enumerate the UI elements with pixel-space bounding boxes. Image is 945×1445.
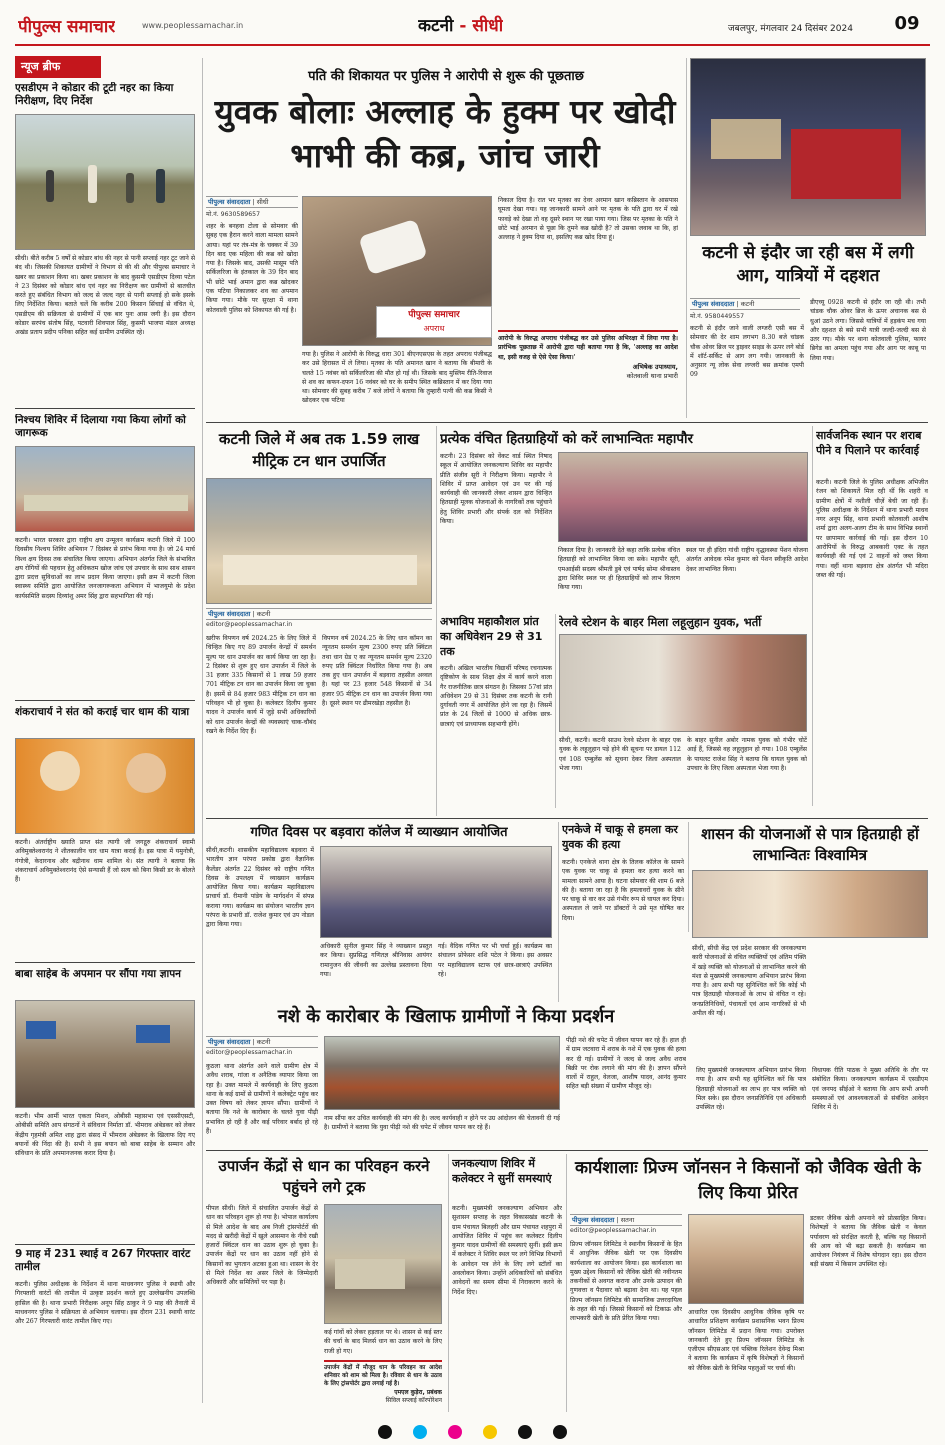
watermark-logo: पीपुल्स समाचार [408, 310, 460, 320]
knife-headline: एनकेजे में चाकू से हमला कर युवक की हत्या [562, 823, 678, 851]
railway-headline: रेलवे स्टेशन के बाहर मिला लहूलुहान युवक, भर्ती [559, 615, 762, 629]
lead-col-3: निकाल दिया है। रात भर मृतका का देवर अरमान खान कब्रिस्तान के आसपास घूमता देखा गया। यह जानकारी सामने आने पर मृतक के पति द्वारा घर में रखे फावड़े को देखा तो वह दूसरे स्थान पर रखा पाया गया। जिस पर मृतका के पति ने छोटे भाई अरमान से पूछा कि तुमने कब्र खोदी है? तो उसका जवाब था कि, हां अल्लाह ने हुक्म दिया था, इसलिए कब्र खोद दिया हूं। [498, 197, 678, 242]
brief-title: 9 माह में 231 स्थाई व 267 गिरफ्तार वारंट तामील [15, 1248, 191, 1273]
vishwamitra-headline: शासन की योजनाओं से पात्र हितग्राही हों लाभान्वितः विश्वामित्र [701, 825, 919, 864]
brief-body: कटनी। भीम आर्मी भारत एकता मिशन, ओबीसी महासभा एवं एससीएसटी, ओबीसी समिति आप संगठनों ने संविधान निर्माता डॉ. भीमराव अंबेडकर को लेकर केंद्रीय गृहमंत्री अमित शाह द्वारा संसद में भीमराव अंबेडकर के खिलाफ दिए गए बयानों की निंदा की है। सभी ने इस बयान को बाबा साहेब के सम्मान और संविधान के प्रति अपमानजनक करार दिया है। [15, 1113, 195, 1158]
abvp-body: कटनी। अखिल भारतीय विद्यार्थी परिषद रचनात्मक दृष्टिकोण के साथ शिक्षा क्षेत्र में कार्य करने वाला गैर राजनीतिक छात्र संगठन है। जिसका 57वां प्रांत अधिवेशन 29 से 31 दिसंबर तक कटनी के रानी दुर्गावती नगर में आयोजित होने जा रहा है। जिसमें प्रांत के 24 जिलों से 1000 से अधिक छात्र-छात्राएं एवं प्राध्यापक सहभागी होंगे। [440, 665, 552, 728]
bus-fire-phone: मो.नं. 9580449557 [690, 313, 745, 320]
mahapaur-story [440, 426, 810, 612]
workshop-headline: कार्यशालाः प्रिज्म जॉनसन ने किसानों को जैविक खेती के लिए किया प्रेरित [574, 1158, 921, 1203]
math-day-col-2: अधिकारी सुनील कुमार सिंह ने व्याख्यान प्रस्तुत कर किया। सुप्रसिद्ध गणितज्ञ श्रीनिवास आयंगर रामानुजन की जीवनी का उल्लेख प्रस्तावना दिया गया। [320, 943, 432, 978]
mahapaur-col-1: कटनी। 23 दिसंबर को वेंकट वार्ड स्थित निषाद स्कूल में आयोजित जनकल्याण शिविर का महापौर प्रीति संजीव सूरी ने निरीक्षण किया। महापौर ने शिविर में प्राप्त आवेदन एवं उन पर की गई कार्यवाही की जानकारी लेकर शासन द्वारा चिन्हित हितग्राही मूलक योजनाओं के नागरिकों तक पहुंचाने हेतु शिविर प्रभारी और संपर्क दल को निर्देशित किया। [440, 453, 552, 526]
brief-title: एसडीएम ने कोडार की टूटी नहर का किया निरीक्षण, दिए निर्देश [15, 82, 174, 107]
liquor-story [816, 426, 928, 806]
dateline: जबलपुर, मंगलवार 24 दिसंबर 2024 [728, 24, 853, 34]
abvp-headline: अभाविप महाकौशल प्रांत का अधिवेशन 29 से 31 तक [440, 615, 543, 658]
protest-memo-photo [15, 1000, 195, 1108]
lead-story [206, 52, 684, 420]
paddy-headline: कटनी जिले में अब तक 1.59 लाख मीट्रिक टन धान उपार्जित [218, 430, 420, 470]
sidebar [15, 52, 198, 1415]
callout-role: कोतवाली थाना प्रभारी [626, 371, 678, 380]
byline-place: कटनी [256, 610, 271, 618]
protest-col-3: पीढ़ी नशे की चपेट में जीवन यापन कर रहे हैं। हाल ही में ग्राम जटवारा में शराब के नशे में एक युवक की हत्या कर दी गई। ग्रामीणों ने जल्द से जल्द अवैध शराब बिक्री पर रोक लगाने की मांग की है। ज्ञापन सौंपने वालों में राहुल, वेलजा, आशीष यादव, आनंद कुमार सहित बड़ी संख्या में ग्रामीण मौजूद रहे। [566, 1037, 686, 1091]
yellow-swatch [483, 1425, 497, 1439]
brief-title: बाबा साहेब के अपमान पर सौंपा गया ज्ञापन [15, 968, 182, 980]
mahapaur-col-3: स्थल पर ही इंदिरा गांधी राष्ट्रीय वृद्धावस्था पेंशन योजना अंतर्गत आवेदक रमेश कुमार को पेंशन स्वीकृति आदेश देकर लाभान्वित किया। [686, 547, 808, 573]
lead-col-1: शहर के बनहवा टोला से सोमवार की सुबह एक हैरान करने वाला मामला सामने आया। यहां पर तंत्र-मंत्र के चक्कर में 39 दिन बाद एक महिला की कब्र को खोदा गया है। जिसके बाद, उसकी मासूम पति सर्किलरिजा के इंतकाल के 39 दिन बाद भी छोटे भाई अमान द्वारा कब्र खोदकर एक पटिया निकालकर शव का अपमान किया गया। मौके पर सुरक्षा में थाना कोतवाली पुलिस को शिकायत की गई है। [206, 223, 298, 314]
masthead [0, 0, 945, 52]
byline-place: सीधी [256, 198, 269, 206]
page-number: 09 [894, 13, 920, 34]
black-swatch [518, 1425, 532, 1439]
workshop-byline: पीपुल्स संवाददाता | सतना [570, 1214, 682, 1226]
workshop-col-1: प्रिज्म जॉनसन लिमिटेड ने स्थानीय किसानों के हित में आधुनिक जैविक खेती पर एक दिवसीय कार्यशाला का आयोजन किया। इस कार्यशाला का मुख्य उद्देश्य किसानों को जैविक खेती की नवीनतम तकनीकों से अवगत कराना और उनके उत्पादन की गुणवत्ता व पैदावार को बढ़ावा देना था। यह पहल प्रिज्म जॉनसन लिमिटेड की सामाजिक उत्तरदायित्व के तहत की गई। जिससे किसानों को टिकाऊ और लाभकारी खेती के प्रति प्रेरित किया गया। [570, 1241, 682, 1323]
awareness-photo [15, 446, 195, 532]
masthead-url[interactable]: www.peoplessamachar.in [142, 21, 244, 30]
bus-fire-col-1: कटनी से इंदौर जाने वाली लग्जरी एसी बस में सोमवार की देर शाम लगभग 8.30 बजे चांडक चौक ओवर ब्रिज पर ड्राइवर साइड के ऊपर लगे बोर्ड में शॉर्ट-सर्किट से आग लग गयी। जानकारी के अनुसार न्यू लोक सेवा लग्जरी बस क्रमांक एमपी 09 [690, 325, 804, 379]
vishwamitra-body: सीधी, सीधी केंद्र एवं प्रदेश सरकार की जनकल्याण कारी योजनाओं से वंचित व्यक्तियों एवं अंतिम पंक्ति में खड़े व्यक्ति को योजनाओं से लाभान्वित करने की मंशा से मुख्यमंत्री जनकल्याण अभियान प्रारंभ किया गया है। आप सभी यह सुनिश्चित करें कि कोई भी पात्र हितग्राही योजनाओं के लाभ से वंचित न रहे। जनप्रतिनिधियों, पंचायतों एवं आम नागरिकों से भी अपील की गई। [692, 945, 806, 1018]
callout-text: आरोपी के विरुद्ध अपराध पंजीबद्ध कर उसे पुलिस अभिरक्षा में लिया गया है। प्रारंभिक पूछताछ में आरोपी द्वारा यही बताया गया है कि, 'अल्लाह का आदेश था, इसी वजह से ऐसे ऐसा किया।' [498, 335, 678, 361]
masthead-logo: पीपुल्स समाचार [18, 17, 116, 37]
brief-body: सीधी। बीते करीब 5 वर्षों से कोडार बांध की नहर से पानी सप्लाई नहर टूट जाने से बंद थी। जिसकी शिकायत ग्रामीणों ने विभाग से की थी और पीपुल्स समाचार ने खबर का प्रकाशन किया था। खबर प्रकाशन के बाद कुसमी एसडीएम दिव्या पटेल ने 23 दिसंबर को कोडार बांध एवं नहर का निरीक्षण कर ग्रामीणों से बातचीत करते हुए संबंधित विभाग को जल्द से जल्द नहर से पानी सप्लाई हो सके इसके लिए निर्देशित किया। बताते चलें कि करीब 200 किसान सिंचाई से वंचित थे, एसडीएम की सक्रियता से ग्रामीणों में एक बार पुनः आस जगी है। इस दौरान कोडार सरपंच संतोष सिंह, पटवारी शिवपाल सिंह, कुसमी भाजपा मंडल अध्यक्ष अखंड प्रताप प्रदीप पनिका सहित कई ग्रामीण उपस्थित रहे। [15, 255, 195, 337]
transport-col-1: पीपल सीधी। जिले में संचालित उपार्जन केंद्रों से धान का परिवहन शुरू हो गया है। भोपाल कार्यालय से मिले आदेश के बाद अब निजी ट्रांसपोर्टरों की मदद से खरीदी केंद्रों में खुले आसमान के नीचे रखी हजारों क्विंटल धान का उठाव शुरू हो चुका है। उपार्जन केंद्रों पर धान का उठाव नहीं होने से किसानों का भुगतान अटका हुआ था। शासन के देर से मिले निर्देश का असर जिले के जिम्मेदारी अधिकारी और समितियों पर पड़ा है। [206, 1205, 318, 1287]
protest-byline: पीपुल्स संवाददाता | कटनी [206, 1036, 318, 1048]
byline-org: पीपुल्स संवाददाता [692, 300, 735, 308]
camp-headline: जनकल्याण शिविर में कलेक्टर ने सुनीं समस्याएं [452, 1157, 552, 1185]
watermark [376, 306, 492, 338]
byline-place: सतना [620, 1216, 635, 1224]
lead-callout [498, 330, 678, 420]
lead-phone: मो.नं. 9630589657 [206, 211, 261, 218]
workshop-col-2: आधारित एक दिवसीय आधुनिक जैविक कृषि पर आधारित प्रशिक्षण कार्यक्रम प्रशासनिक भवन प्रिज्म जॉनसन लिमिटेड में प्रदान किया गया। उपरोक्त जानकारी देते हुए प्रिज्म जॉनसन लिमिटेड के एजीएम सीएसआर एवं पब्लिक रिलेशन देवेन्द्र मिश्रा ने बताया कि कार्यक्रम में कृषि विशेषज्ञों ने किसानों को जैविक खेती के विभिन्न पहलुओं पर चर्चा की। [688, 1309, 804, 1372]
mahapaur-col-2: निकाल दिया है। जानकारी देते कहा ताकि प्रत्येक वंचित हितग्राही को लाभान्वित किया जा सके। महापौर सूरी, एमआईसी सदस्य श्रीमती डुबे एवं पार्षद सोमा श्रीवास्तव द्वारा शिविर स्थल पर ही हितग्राहियों को लाभ वितरण किया गया। [558, 547, 680, 592]
math-day-col-3: गई। वैदिक गणित पर भी चर्चा हुई। कार्यक्रम का संचालन प्रोफेसर शशि पटेल ने किया। इस अवसर पर महाविद्यालय स्टाफ एवं छात्र-छात्राएं उपस्थित रहे। [438, 943, 552, 978]
paddy-byline: पीपुल्स संवाददाता | कटनी [206, 608, 432, 620]
news-brief-label: न्यूज ब्रीफ [15, 56, 101, 78]
knife-body: कटनी। एनकेजे थाना क्षेत्र के तिलक कॉलेज के सामने एक युवक पर चाकू से हमला कर हत्या करने का मामला सामने आया है। घटना सोमवार की शाम 6 बजे की है। बताया जा रहा है कि हमलावरों युवक के सीने पर चाकू से वार कर उसे गंभीर रूप से घायल कर दिया। अस्पताल ले जाने पर डॉक्टरों ने उसे मृत घोषित कर दिया। [562, 859, 684, 922]
byline-place: कटनी [740, 300, 755, 308]
magenta-swatch [448, 1425, 462, 1439]
paddy-col-2: विपणन वर्ष 2024.25 के लिए धान कॉमन का न्यूनतम समर्थन मूल्य 2300 रुपए प्रति क्विंटल तथा धान ग्रेड ए का न्यूनतम समर्थन मूल्य 2320 रुपए प्रति क्विंटल निर्धारित किया गया है। अब तक हुए धान उपार्जन में बड़वारा तहसील अव्वल है। यहां पर 23 हजार 548 किसानों से 34 हजार 95 मीट्रिक टन धान का उपार्जन किया गया है। दूसरे स्थान पर ढीमरखेड़ा तहसील है। [322, 635, 432, 708]
subsection-name: सीधी [472, 16, 504, 36]
math-day-story [206, 822, 554, 1002]
math-day-col-1: सीधी,कटनी। शासकीय महाविद्यालय बड़वारा में भारतीय ज्ञान परंपरा प्रकोष्ठ द्वारा वैज्ञानिक कैलेंडर अंतर्गत 22 दिसंबर को राष्ट्रीय गणित दिवस के उपलक्ष्य में व्याख्यान कार्यक्रम आयोजित किया गया। कार्यक्रम महाविद्यालय प्राचार्य डॉ. रीमानी पांडेय के मार्गदर्शन में संपन्न कराया गया। कार्यक्रम का संयोजन भारतीय ज्ञान परंपरा के प्रभारी डॉ. राजेश कुमार एवं उप नोडल द्वारा किया गया। [206, 847, 314, 929]
vishwamitra-photo [692, 870, 928, 938]
registration-mark-icon [378, 1425, 392, 1439]
railway-col-2: के बाहर सुनील अबोर नामक युवक को गंभीर चोटें आई हैं, जिससे वह लहूलुहान हो गया। 108 एम्बुलेंस के पायलट राजेश सिंह ने बताया कि घायल युवक को उपचार के लिए जिला अस्पताल भेजा गया है। [687, 737, 807, 772]
transport-callout [324, 1360, 442, 1414]
railway-col-1: सीधी, कटनी। कटनी साउथ रेलवे स्टेशन के बाहर एक युवक के लहूलुहान पड़े होने की सूचना पर डायल 112 एवं 108 एम्बुलेंस को सूचना देकर जिला अस्पताल भेजा गया। [559, 737, 681, 772]
brief-body: कटनी। पुलिस अधीक्षक के निर्देशन में थाना माधवनगर पुलिस ने स्थायी और गिरफ्तारी वारंटों की तामील में उत्कृष्ट प्रदर्शन करते हुए उल्लेखनीय उपलब्धि हासिल की है। थाना प्रभारी निरीक्षक अनूप सिंह ठाकुर ने 9 माह की तैनाती में माधवनगर पुलिस ने सक्रियता से अभियान चलाया। इस दौरान 231 स्थायी वारंट और 267 गिरफ्तारी वारंट तामील किए गए। [15, 1281, 195, 1326]
mahapaur-photo [558, 452, 808, 542]
callout-role: सिविल सप्लाई कॉरपोरेशन [385, 1397, 442, 1404]
byline-org: पीपुल्स संवाददाता [208, 1038, 251, 1046]
paddy-story [206, 426, 434, 816]
lead-col-2: गया है। पुलिस ने आरोपी के विरुद्ध धारा 301 बीएनएसएस के तहत अपराध पंजीबद्ध कर उसे हिरासत में ले लिया। मृतका के पति अमानत खान ने बताया कि बीमारी के चलते 15 नवंबर को सर्किलरिजा की मौत हो गई थी। जिसके बाद मुस्लिम रीति-रिवाज से शव का कफन-दफन 16 नवंबर को घर के समीप स्थित कब्रिस्तान में कर दिया गया था। सोमवार की सुबह करीब 7 बजे लोगों ने बताया कि तुम्हारी पत्नी की कब्र किसी ने खोदकर एक पटिया [302, 351, 492, 405]
workshop-col-3: डटकर जैविक खेती अपनाने को प्रोत्साहित किया। विशेषज्ञों ने बताया कि जैविक खेती न केवल पर्यावरण को संरक्षित करती है, बल्कि यह किसानों की आय को भी बढ़ा सकती है। कार्यक्रम का आयोजन नियंत्रण में विशेष योगदान रहा। इस दौरान बड़ी संख्या में किसान उपस्थित रहे। [810, 1215, 926, 1269]
section-separator: - [459, 16, 467, 36]
byline-org: पीपुल्स संवाददाता [208, 198, 251, 206]
camp-body: कटनी। मुख्यमंत्री जनकल्याण अभियान और सुशासन सप्ताह के तहत विकासखंड कटनी के ग्राम पंचायत बिलहरी और ग्राम पंचायत शहपुरा में आयोजित शिविर में पहुंच कर कलेक्टर दिलीप कुमार यादव ग्रामीणों की समस्याएं सुनीं। इसी क्रम में कलेक्टर ने शिविर स्थल पर लगे विभिन्न विभागों के आवेदन पत्र लेने के लिए लगे स्टॉलों का अवलोकन किया। उन्होंने अधिकारियों को संबंधित आवेदनों का समय सीमा में निराकरण करने के निर्देश दिए। [452, 1205, 562, 1296]
transport-col-2: कई गांवों को लेकर हड़ताल पर थे। शासन से कई स्तर की चर्चा के बाद मिलर्स धान का उठाव करने के लिए राजी हो गए। [324, 1329, 442, 1355]
protest-col-4: लिए मुख्यमंत्री जनकल्याण अभियान प्रारंभ किया गया है। आप सभी यह सुनिश्चित करें कि पात्र हितग्राही योजनाओं का लाभ हर पात्र व्यक्ति को मिल सके। इस दौरान जनप्रतिनिधि एवं अधिकारी उपस्थित रहे। [696, 1067, 806, 1112]
lead-byline: पीपुल्स संवाददाता | सीधी [206, 196, 298, 208]
math-day-photo [320, 846, 552, 938]
canal-photo [15, 114, 195, 250]
railway-story [559, 614, 809, 808]
mahapaur-headline: प्रत्येक वंचित हितग्राहियों को करें लाभान्वितः महापौर [440, 431, 694, 447]
brief-title: शंकराचार्य ने संत को कराई चार धाम की यात्रा [15, 706, 190, 718]
liquor-body: कटनी। कटनी जिले के पुलिस अधीक्षक अभिजीत रंजन को शिकायतें मिल रही थीं कि शहरी व ग्रामीण क्षेत्रों में नशीली चीज़ें बेची जा रही हैं। पुलिस अधीक्षक के निर्देशन में थाना प्रभारी माधव नगर अनूप सिंह, थाना प्रभारी कोतवाली आशीष शर्मा द्वारा अलग-अलग टीम के साथ विभिन्न स्थानों पर छापामार कार्रवाई की गई। इस दौरान 10 आरोपियों के विरुद्ध आबकारी एक्ट के तहत कार्यवाही की गई एवं 2 वाहनों को जब्त किया गया। वहीं थाना बड़वारा क्षेत्र अंतर्गत भी मदिरा जब्त की गई। [816, 479, 928, 579]
protest-headline: नशे के कारोबार के खिलाफ ग्रामीणों ने किया प्रदर्शन [277, 1006, 615, 1027]
color-registration-bar [0, 1418, 945, 1445]
knife-story [562, 822, 684, 1002]
protest-photo [324, 1036, 560, 1110]
workshop-email: editor@peoplessamachar.in [570, 1227, 657, 1234]
callout-name: एमएल कुड़ेरा, प्रबंधक [394, 1389, 442, 1396]
vishwamitra-story [692, 822, 928, 942]
liquor-headline: सार्वजनिक स्थान पर शराब पीने व पिलाने पर कार्रवाई [816, 429, 922, 457]
transport-headline: उपार्जन केंद्रों से धान का परिवहन करने पहुंचने लगे ट्रक [218, 1157, 430, 1196]
bus-fire-photo [690, 58, 926, 236]
protest-email: editor@peoplessamachar.in [206, 1049, 293, 1056]
brief-title: निश्चय शिविर में दिलाया गया किया लोगों को जागरूक [15, 414, 186, 439]
protest-col-2: नाम सौंपा कर उचित कार्यवाही की मांग की है। जल्द कार्यवाही न होने पर उग्र आंदोलन की चेतावनी दी गई है। ग्रामीणों ने बताया कि युवा पीढ़ी नशे की चपेट में जीवन यापन कर रहे हैं। [324, 1115, 560, 1132]
transport-photo [324, 1204, 442, 1324]
callout-text: उपार्जन केंद्रों में मौजूद धान के परिवहन का आदेश शनिवार को शाम को मिला है। रविवार से धान के उठाव के लिए ट्रांसपोर्टर द्वारा लगाई गई है। [324, 1365, 442, 1387]
byline-org: पीपुल्स संवाददाता [208, 610, 251, 618]
workshop-story [570, 1154, 928, 1416]
byline-org: पीपुल्स संवाददाता [572, 1216, 615, 1224]
lead-headline: युवक बोलाः अल्लाह के हुक्म पर खोदी भाभी की कब्र, जांच जारी [214, 92, 676, 175]
protest-story [206, 1004, 928, 1148]
math-day-headline: गणित दिवस पर बड़वारा कॉलेज में व्याख्यान आयोजित [250, 825, 508, 840]
registration-mark-icon [553, 1425, 567, 1439]
paddy-email: editor@peoplessamachar.in [206, 621, 293, 628]
callout-name: अभिषेक उपाध्याय, [632, 362, 678, 371]
camp-story [452, 1154, 562, 1416]
bus-fire-headline: कटनी से इंदौर जा रही बस में लगी आग, यात्रियों में दहशत [702, 243, 914, 286]
paddy-col-1: खरीफ विपणन वर्ष 2024.25 के लिए जिले में चिन्हित किए गए 89 उपार्जन केन्द्रों में समर्थन मूल्य पर धान उपार्जन का कार्य किया जा रहा है। 2 दिसंबर से शुरू हुए धान उपार्जन में जिले के 31 हजार 335 किसानों से 1 लाख 59 हजार 701 मीट्रिक टन धान का उपार्जन किया जा चुका है। इसमें से 84 हजार 983 मीट्रिक टन धान का परिवहन भी हो चुका है। कलेक्टर दिलीप कुमार यादव ने उपार्जन कार्य में जुड़े सभी अधिकारियों को धान उपार्जन केन्द्रों की व्यवस्थाएं चाक-चौबंद रखने के निर्देश दिए हैं। [206, 635, 316, 735]
workshop-photo [688, 1214, 804, 1304]
abvp-story [440, 614, 552, 808]
lead-kicker: पति की शिकायत पर पुलिस ने आरोपी से शुरू की पूछताछ [308, 69, 584, 84]
watermark-tag: अपराध [423, 324, 445, 333]
protest-col-1: कुठला थाना अंतर्गत आने वाले ग्रामीण क्षेत्र में अवैध शराब, गांजा व अनैतिक व्यापार किया जा रहा है। उक्त मामले में कार्यवाही के लिए कुठला थाना के कई ग्रामों से ग्रामीणों ने कलेक्ट्रेट पहुंच कर उक्त विषय को लेकर ज्ञापन सौंपा। ग्रामीणों ने बताया कि नशे के कारोबार के चलते युवा पीढ़ी प्रभावित हो रही है और कई परिवार बर्बाद हो रहे हैं। [206, 1063, 318, 1136]
bus-fire-byline: पीपुल्स संवाददाता | कटनी [690, 298, 800, 310]
transport-story [206, 1154, 444, 1416]
section-title [418, 13, 503, 36]
brief-body: कटनी। भारत सरकार द्वारा राष्ट्रीय क्षय उन्मूलन कार्यक्रम कटनी जिले में 100 दिवसीय निश्चय शिविर अभियान 7 दिसंबर से प्रारंभ किया गया है। जो 24 मार्च विश्व क्षय दिवस तक संचालित किया जाएगा। अभियान अंतर्गत जिले के संभावित क्षय रोगियों की पहचान हेतु अधिकतम खोज जांच एवं उपचार के साथ साथ शासन द्वारा प्रदत्त सुविधाओं का लाभ प्रदान किया जाएगा। इसी क्रम में कटनी जिला स्वास्थ्य समिति द्वारा आयोजित जनजागरूकता अभियान में भाजयुमो के प्रदेश कार्यसमिति सदस्य दिव्यांशु अमर सिंह द्वारा सहभागिता की गई। [15, 537, 195, 600]
bus-fire-col-2: डीएच्यू 0928 कटनी से इंदौर जा रही थी। तभी चांडक चौक ओवर ब्रिज के ऊपर अचानक बस से धुआं उठने लगा। जिससे यात्रियों में हड़कंप मच गया और दहशत से बसे सभी यात्री जल्दी-जल्दी बस से उतर गए। मौके पर थाना कोतवाली पुलिस, फायर ब्रिगेड का अमला पहुंच गया और आग पर काबू पा लिया गया। [810, 299, 926, 362]
protest-col-5: विधायक रीति पाठक ने मुख्य अतिथि के तौर पर संबोधित किया। जनकल्याण कार्यक्रम में एसडीएम एवं जनपद सीईओ ने बताया कि आप सभी अपनी समस्याओं एवं आवश्यकताओं से संबंधित आवेदन शिविर में दें। [812, 1067, 928, 1112]
byline-place: कटनी [256, 1038, 271, 1046]
paddy-photo [206, 478, 432, 604]
bus-fire-story [690, 58, 928, 420]
railway-photo [559, 634, 807, 732]
shankaracharya-photo [15, 738, 195, 834]
cyan-swatch [413, 1425, 427, 1439]
section-name: कटनी [418, 16, 454, 36]
brief-body: कटनी। अंतर्राष्ट्रीय ख्याति प्राप्त संत त्यागी जी जगद्गुरु शंकराचार्य स्वामी अविमुक्तेश्वरानंद ने शीतकालीन चार धाम यात्रा कराई है। इस यात्रा में यमुनोत्री, गंगोत्री, केदारनाथ और बद्रीनाथ धाम शामिल थे। संत त्यागी ने बताया कि शंकराचार्य अविमुक्तेश्वरानंद ऐसे सन्यासी हैं जो सत्य को बिना किसी डर के बोलते हैं। [15, 839, 195, 884]
